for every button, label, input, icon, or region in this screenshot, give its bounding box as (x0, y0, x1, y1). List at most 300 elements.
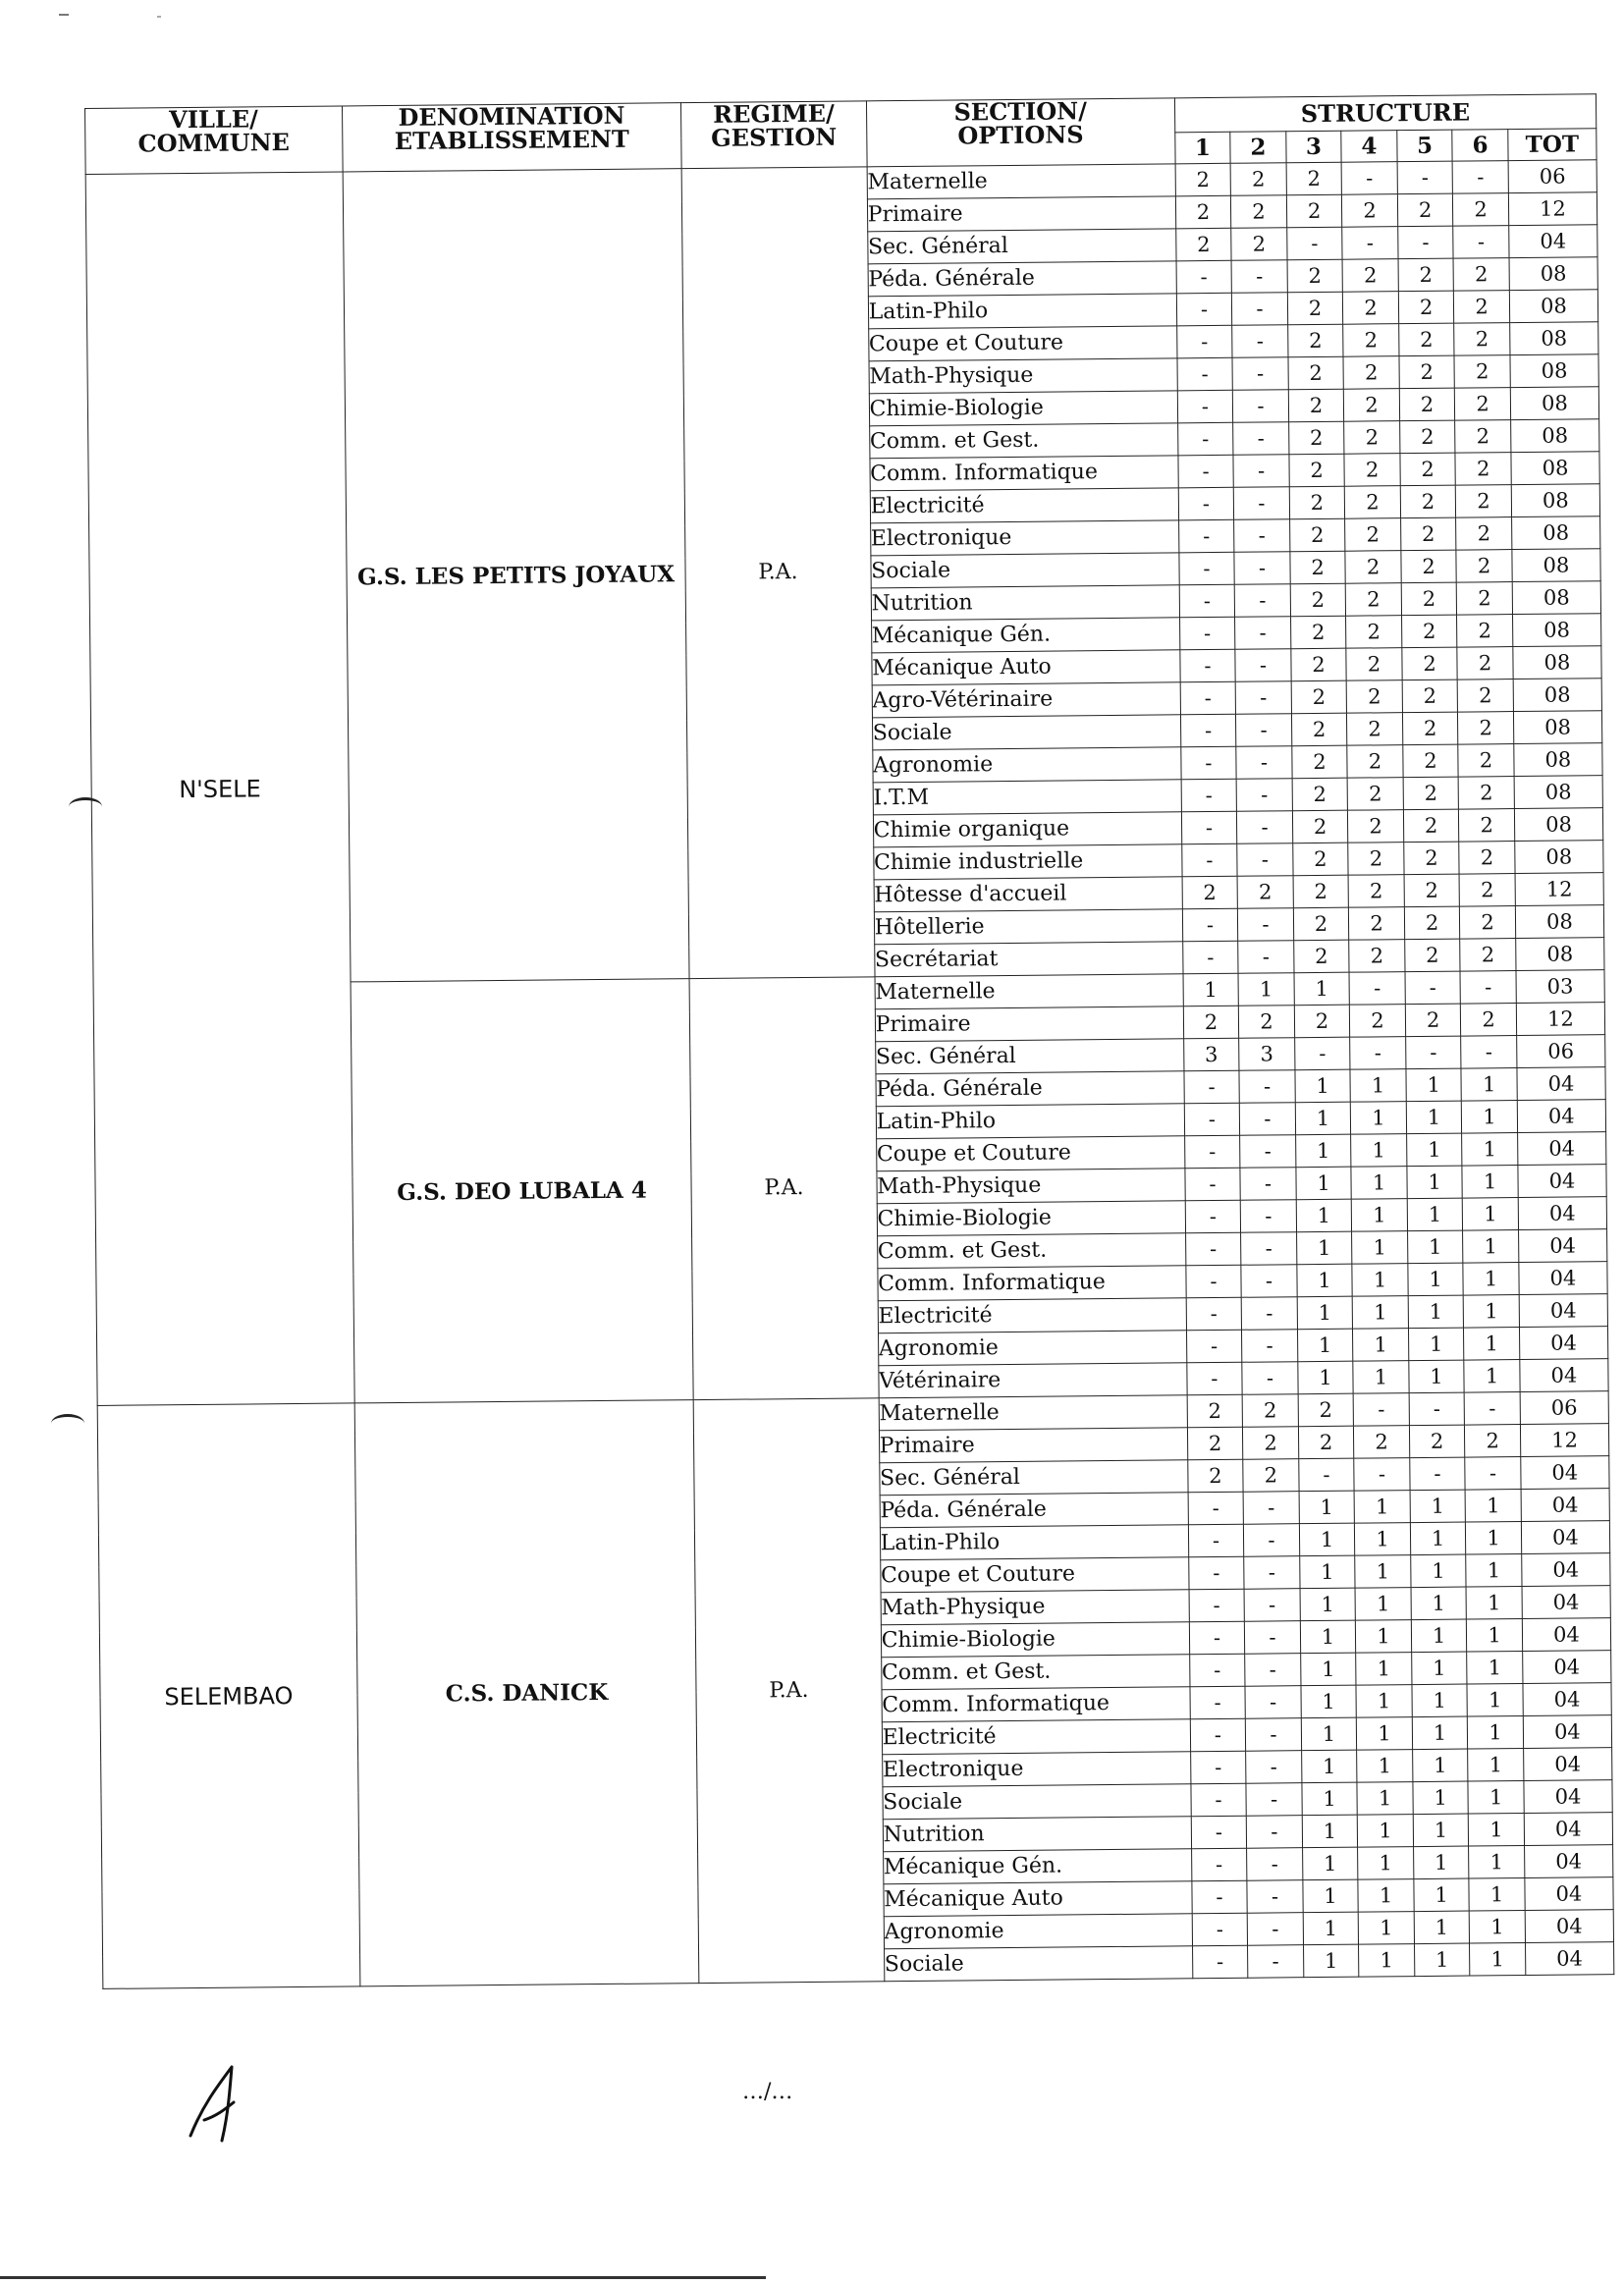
structure-cell: 1 (1462, 1101, 1518, 1134)
structure-cell: 1 (1463, 1198, 1519, 1231)
structure-cell: - (1177, 357, 1233, 391)
total-cell: 08 (1513, 711, 1601, 744)
total-cell: 04 (1524, 1845, 1612, 1878)
structure-cell: 2 (1458, 712, 1514, 745)
structure-cell: 2 (1345, 583, 1401, 617)
structure-cell: 1 (1412, 1749, 1468, 1782)
structure-cell: 2 (1344, 421, 1400, 455)
structure-cell: 1 (1357, 1750, 1413, 1783)
total-cell: 08 (1515, 841, 1603, 874)
structure-cell: 1 (1414, 1911, 1470, 1944)
structure-cell: 1 (1468, 1781, 1524, 1815)
section-option-cell: Mécanique Gén. (883, 1849, 1191, 1884)
section-option-cell: Péda. Générale (876, 1071, 1184, 1107)
section-option-cell: Nutrition (871, 585, 1179, 621)
total-cell: 08 (1511, 517, 1599, 550)
structure-cell: 2 (1345, 551, 1401, 584)
structure-cell: 2 (1453, 193, 1509, 227)
structure-cell: 2 (1354, 1426, 1410, 1459)
structure-cell: - (1176, 325, 1232, 358)
structure-cell: 2 (1457, 647, 1513, 680)
header-section: SECTION/ OPTIONS (866, 98, 1175, 167)
structure-cell: 1 (1358, 1912, 1414, 1945)
structure-cell: 2 (1345, 486, 1401, 519)
structure-cell: - (1240, 1135, 1296, 1169)
section-option-cell: Comm. et Gest. (869, 423, 1177, 459)
total-cell: 04 (1524, 1780, 1612, 1814)
structure-cell: 2 (1458, 744, 1514, 778)
structure-cell: 1 (1299, 1491, 1355, 1524)
etablissement-name-cell: G.S. DEO LUBALA 4 (351, 979, 694, 1403)
structure-cell: - (1247, 1880, 1303, 1914)
structure-cell: 2 (1231, 195, 1287, 229)
structure-cell: 2 (1287, 292, 1343, 325)
total-cell: 04 (1521, 1521, 1609, 1554)
structure-cell: - (1189, 1589, 1245, 1622)
structure-cell: - (1246, 1751, 1302, 1784)
structure-cell: 2 (1404, 842, 1460, 875)
total-cell: 08 (1509, 257, 1597, 291)
structure-cell: 1 (1408, 1295, 1464, 1329)
structure-cell: 2 (1230, 163, 1286, 196)
structure-cell: 2 (1399, 355, 1455, 389)
total-cell: 04 (1509, 225, 1597, 258)
structure-cell: - (1246, 1816, 1302, 1849)
structure-cell: 1 (1300, 1620, 1356, 1654)
total-cell: 08 (1514, 743, 1602, 777)
structure-cell: - (1239, 1103, 1295, 1136)
total-cell: 08 (1511, 484, 1599, 517)
section-option-cell: Chimie-Biologie (869, 391, 1177, 426)
structure-cell: 1 (1414, 1943, 1470, 1977)
total-cell: 06 (1520, 1391, 1608, 1425)
structure-cell: - (1190, 1686, 1246, 1719)
structure-cell: 1 (1297, 1329, 1353, 1362)
bottom-rule (0, 2276, 766, 2279)
structure-cell: 2 (1231, 228, 1287, 261)
section-option-cell: Math-Physique (881, 1590, 1189, 1625)
structure-cell: 2 (1455, 453, 1511, 486)
structure-cell: - (1188, 1524, 1244, 1557)
structure-cell: 2 (1404, 874, 1460, 907)
structure-cell: 1 (1302, 1815, 1358, 1848)
structure-cell: 2 (1289, 454, 1345, 487)
structure-cell: 1 (1411, 1554, 1467, 1588)
structure-cell: 2 (1292, 843, 1348, 876)
structure-cell: - (1242, 1362, 1298, 1395)
structure-cell: 2 (1343, 324, 1399, 357)
total-cell: 06 (1508, 160, 1597, 193)
structure-cell: - (1238, 941, 1294, 974)
structure-cell: 2 (1290, 583, 1346, 617)
total-cell: 03 (1516, 970, 1604, 1004)
structure-cell: - (1464, 1392, 1520, 1426)
structure-cell: 1 (1355, 1555, 1411, 1589)
structure-cell: 1 (1406, 1068, 1462, 1102)
structure-cell: 1 (1411, 1652, 1467, 1685)
structure-cell: 1 (1303, 1912, 1359, 1945)
structure-cell: - (1453, 226, 1509, 259)
structure-cell: 2 (1459, 809, 1515, 843)
structure-cell: 2 (1343, 292, 1399, 325)
structure-cell: 1 (1296, 1199, 1352, 1232)
section-option-cell: I.T.M (873, 780, 1181, 815)
section-option-cell: Chimie-Biologie (877, 1201, 1185, 1236)
total-cell: 04 (1521, 1489, 1609, 1522)
header-ville: VILLE/ COMMUNE (85, 106, 343, 175)
structure-cell: 2 (1293, 875, 1349, 908)
structure-cell: 2 (1286, 162, 1342, 195)
structure-cell: - (1240, 1200, 1296, 1233)
structure-cell: 1 (1355, 1588, 1411, 1621)
total-cell: 04 (1525, 1877, 1613, 1911)
structure-cell: - (1405, 971, 1461, 1005)
structure-cell: 2 (1292, 745, 1348, 779)
structure-cell: 2 (1288, 356, 1344, 390)
structure-cell: - (1235, 617, 1291, 650)
structure-cell: 2 (1403, 744, 1459, 778)
structure-cell: - (1461, 1036, 1517, 1069)
structure-cell: - (1190, 1751, 1246, 1784)
structure-cell: 1 (1466, 1554, 1522, 1588)
total-cell: 12 (1515, 873, 1603, 906)
structure-cell: 1 (1359, 1944, 1415, 1978)
structure-cell: 2 (1348, 843, 1404, 876)
total-cell: 04 (1522, 1553, 1610, 1587)
structure-cell: - (1248, 1945, 1304, 1979)
structure-cell: 2 (1399, 420, 1455, 454)
structure-cell: 1 (1407, 1230, 1463, 1264)
structure-cell: 2 (1343, 356, 1399, 390)
structure-cell: - (1233, 390, 1289, 423)
structure-cell: - (1232, 293, 1288, 326)
structure-cell: 2 (1298, 1393, 1354, 1427)
total-cell: 04 (1523, 1715, 1611, 1749)
regime-gestion-cell: P.A. (689, 977, 879, 1400)
structure-cell: 1 (1408, 1328, 1464, 1361)
structure-cell: 1 (1461, 1068, 1517, 1102)
structure-cell: 2 (1287, 259, 1343, 293)
section-option-cell: Agronomie (878, 1331, 1186, 1366)
total-cell: 04 (1521, 1456, 1609, 1490)
total-cell: 08 (1510, 354, 1598, 388)
structure-cell: 2 (1288, 421, 1344, 455)
structure-cell: 2 (1460, 906, 1516, 940)
structure-cell: - (1233, 487, 1289, 520)
structure-cell: 2 (1401, 550, 1457, 583)
structure-cell: 3 (1183, 1038, 1239, 1071)
section-option-cell: Hôtesse d'accueil (874, 877, 1182, 912)
structure-cell: 1 (1467, 1684, 1523, 1717)
total-cell: 04 (1522, 1586, 1610, 1619)
structure-cell: 1 (1354, 1491, 1410, 1524)
structure-cell: 2 (1349, 940, 1405, 973)
structure-cell: 2 (1342, 194, 1398, 228)
total-cell: 08 (1510, 387, 1598, 420)
structure-cell: 1 (1296, 1167, 1352, 1200)
structure-cell: - (1177, 422, 1233, 456)
structure-cell: 2 (1286, 194, 1342, 228)
section-option-cell: Sociale (883, 1784, 1191, 1820)
structure-cell: - (1452, 161, 1508, 194)
section-option-cell: Maternelle (867, 164, 1175, 199)
structure-cell: 2 (1400, 485, 1456, 518)
structure-cell: 1 (1297, 1296, 1353, 1330)
structure-cell: 1 (1355, 1523, 1411, 1556)
structure-cell: - (1247, 1913, 1303, 1946)
structure-cell: 1 (1295, 1069, 1351, 1103)
section-option-cell: Coupe et Couture (868, 326, 1176, 361)
section-option-cell: Maternelle (875, 974, 1183, 1009)
structure-cell: 1 (1407, 1166, 1463, 1199)
structure-cell: 2 (1293, 940, 1349, 973)
structure-cell: - (1349, 972, 1405, 1006)
structure-cell: - (1191, 1783, 1247, 1817)
structure-cell: - (1178, 455, 1234, 488)
structure-cell: - (1397, 161, 1453, 194)
structure-cell: - (1245, 1686, 1301, 1719)
header-col-tot: TOT (1508, 129, 1597, 161)
structure-cell: - (1176, 293, 1232, 326)
section-option-cell: Latin-Philo (880, 1525, 1188, 1560)
structure-cell: 1 (1298, 1361, 1354, 1394)
structure-cell: 1 (1407, 1198, 1463, 1231)
structure-cell: 1 (1296, 1231, 1352, 1265)
total-cell: 04 (1518, 1165, 1606, 1198)
structure-cell: 1 (1302, 1847, 1358, 1880)
structure-cell: - (1186, 1297, 1242, 1331)
etablissement-name-cell: C.S. DANICK (354, 1400, 699, 1986)
structure-cell: 1 (1295, 1134, 1351, 1168)
structure-cell: - (1241, 1265, 1297, 1298)
structure-cell: 1 (1468, 1716, 1524, 1750)
structure-cell: - (1178, 487, 1234, 520)
structure-cell: 1 (1238, 973, 1294, 1006)
section-option-cell: Mécanique Auto (884, 1881, 1192, 1917)
structure-cell: 2 (1454, 323, 1510, 356)
section-option-cell: Agronomie (872, 747, 1180, 783)
section-option-cell: Comm. et Gest. (877, 1233, 1185, 1269)
section-option-cell: Electricité (882, 1719, 1190, 1755)
structure-cell: 2 (1457, 615, 1513, 648)
structure-cell: 2 (1400, 453, 1456, 486)
structure-cell: 2 (1290, 551, 1346, 584)
section-option-cell: Latin-Philo (876, 1104, 1184, 1139)
page-continuation: …/… (742, 2080, 793, 2104)
structure-cell: 1 (1406, 1133, 1462, 1167)
section-option-cell: Secrétariat (874, 942, 1182, 977)
total-cell: 08 (1513, 679, 1601, 712)
structure-cell: - (1178, 519, 1234, 553)
structure-cell: 1 (1467, 1619, 1523, 1653)
section-option-cell: Chimie industrielle (873, 844, 1181, 880)
structure-cell: 1 (1462, 1133, 1518, 1167)
section-option-cell: Mécanique Auto (871, 650, 1179, 685)
structure-cell: 2 (1187, 1427, 1243, 1460)
structure-cell: - (1190, 1718, 1246, 1752)
structure-cell: 2 (1399, 388, 1455, 421)
structure-cell: - (1187, 1362, 1243, 1395)
structure-cell: 2 (1348, 810, 1404, 843)
section-option-cell: Coupe et Couture (880, 1557, 1188, 1593)
structure-cell: - (1244, 1524, 1300, 1557)
structure-cell: 2 (1405, 1004, 1461, 1037)
section-option-cell: Sec. Général (867, 229, 1175, 264)
structure-cell: 1 (1468, 1749, 1524, 1782)
structure-cell: 2 (1456, 550, 1512, 583)
header-col-2: 2 (1230, 132, 1286, 164)
total-cell: 08 (1512, 614, 1600, 647)
structure-cell: 1 (1463, 1230, 1519, 1264)
structure-cell: 2 (1289, 486, 1345, 519)
structure-cell: - (1354, 1458, 1410, 1492)
structure-cell: - (1299, 1458, 1355, 1492)
structure-cell: 1 (1464, 1328, 1520, 1361)
section-option-cell: Electronique (870, 520, 1178, 556)
structure-cell: 2 (1398, 258, 1454, 292)
structure-cell: - (1241, 1297, 1297, 1331)
structure-cell: 1 (1299, 1555, 1355, 1589)
section-option-cell: Math-Physique (869, 358, 1177, 394)
structure-cell: - (1236, 779, 1292, 812)
structure-cell: 1 (1413, 1846, 1469, 1879)
structure-cell: 2 (1182, 876, 1238, 909)
structure-cell: 2 (1401, 582, 1457, 616)
structure-cell: 1 (1358, 1815, 1414, 1848)
structure-cell: - (1247, 1848, 1303, 1881)
section-option-cell: Péda. Générale (868, 261, 1176, 297)
section-option-cell: Electricité (870, 488, 1178, 523)
section-option-cell: Maternelle (879, 1395, 1187, 1431)
structure-cell: 2 (1342, 259, 1398, 293)
total-cell: 04 (1517, 1100, 1605, 1133)
structure-cell: 1 (1409, 1360, 1465, 1393)
structure-cell: - (1231, 260, 1287, 294)
structure-cell: 2 (1409, 1425, 1465, 1458)
structure-cell: - (1235, 649, 1291, 682)
section-option-cell: Primaire (875, 1006, 1183, 1042)
structure-cell: 1 (1466, 1587, 1522, 1620)
header-denomination: DENOMINATION ETABLISSEMENT (342, 103, 681, 172)
total-cell: 12 (1516, 1003, 1604, 1036)
structure-cell: 1 (1414, 1878, 1470, 1912)
structure-cell: 2 (1175, 228, 1231, 261)
structure-cell: - (1246, 1783, 1302, 1817)
etablissement-name-cell: G.S. LES PETITS JOYAUX (343, 169, 689, 982)
section-option-cell: Nutrition (883, 1817, 1191, 1852)
structure-cell: 2 (1465, 1425, 1521, 1458)
structure-cell: - (1460, 971, 1516, 1005)
structure-cell: - (1234, 519, 1290, 553)
total-cell: 04 (1522, 1618, 1610, 1652)
structure-cell: - (1240, 1168, 1296, 1201)
structure-cell: - (1181, 843, 1237, 877)
total-cell: 08 (1510, 419, 1598, 453)
section-option-cell: Comm. et Gest. (881, 1655, 1189, 1690)
structure-cell: - (1186, 1265, 1242, 1298)
scan-mark (59, 14, 69, 16)
total-cell: 12 (1520, 1424, 1608, 1457)
structure-cell: 1 (1412, 1684, 1468, 1717)
structure-cell: 1 (1294, 972, 1350, 1006)
structure-cell: 1 (1351, 1167, 1407, 1200)
structure-cell: - (1234, 584, 1290, 618)
structure-cell: - (1244, 1589, 1300, 1622)
structure-cell: 1 (1351, 1102, 1407, 1135)
structure-cell: 2 (1404, 906, 1460, 940)
structure-cell: 2 (1402, 647, 1458, 680)
structure-cell: 1 (1299, 1523, 1355, 1556)
structure-cell: - (1239, 1070, 1295, 1104)
structure-cell: 2 (1403, 777, 1459, 810)
structure-cell: 2 (1402, 680, 1458, 713)
structure-cell: 2 (1403, 809, 1459, 843)
structure-cell: 2 (1294, 1005, 1350, 1038)
structure-cell: - (1246, 1718, 1302, 1752)
structure-cell: 2 (1457, 582, 1513, 616)
structure-cell: 1 (1303, 1879, 1359, 1913)
total-cell: 04 (1519, 1262, 1607, 1295)
structure-cell: 2 (1288, 389, 1344, 422)
structure-cell: - (1233, 422, 1289, 456)
structure-cell: 2 (1398, 323, 1454, 356)
structure-cell: - (1241, 1232, 1297, 1266)
structure-cell: - (1192, 1945, 1248, 1979)
section-option-cell: Latin-Philo (868, 294, 1176, 329)
structure-cell: 2 (1347, 778, 1403, 811)
total-cell: 08 (1514, 808, 1602, 842)
structure-cell: 2 (1187, 1459, 1243, 1493)
structure-cell: 2 (1454, 355, 1510, 389)
section-option-cell: Primaire (867, 196, 1175, 232)
structure-cell: 1 (1356, 1620, 1412, 1654)
total-cell: 04 (1523, 1748, 1611, 1781)
total-cell: 08 (1511, 452, 1599, 485)
structure-cell: - (1180, 649, 1236, 682)
structure-cell: - (1179, 584, 1235, 618)
structure-cell: - (1341, 162, 1397, 195)
structure-cell: 2 (1460, 939, 1516, 972)
structure-cell: 1 (1469, 1846, 1525, 1879)
structure-cell: 2 (1175, 163, 1231, 196)
structure-cell: - (1182, 941, 1238, 974)
total-cell: 04 (1517, 1132, 1605, 1166)
structure-cell: - (1184, 1103, 1240, 1136)
structure-cell: - (1189, 1621, 1245, 1655)
structure-cell: - (1294, 1037, 1350, 1070)
structure-cell: 1 (1302, 1782, 1358, 1816)
structure-cell: 1 (1465, 1490, 1521, 1523)
total-cell: 08 (1512, 549, 1600, 582)
structure-cell: 2 (1290, 616, 1346, 649)
structure-cell: - (1234, 552, 1290, 585)
structure-cell: 2 (1242, 1394, 1298, 1428)
structure-cell: - (1181, 779, 1237, 812)
header-structure: STRUCTURE (1174, 94, 1597, 133)
scan-mark (157, 16, 161, 18)
structure-cell: 2 (1237, 876, 1293, 909)
structure-cell: - (1189, 1654, 1245, 1687)
total-cell: 04 (1523, 1683, 1611, 1716)
structure-cell: 2 (1398, 291, 1454, 324)
regime-gestion-cell: P.A. (681, 167, 874, 979)
section-option-cell: Péda. Générale (880, 1493, 1188, 1528)
structure-cell: 1 (1352, 1296, 1408, 1330)
structure-cell: 2 (1350, 1005, 1406, 1038)
structure-cell: 1 (1295, 1102, 1351, 1135)
structure-cell: - (1177, 390, 1233, 423)
structure-cell: 2 (1459, 874, 1515, 907)
